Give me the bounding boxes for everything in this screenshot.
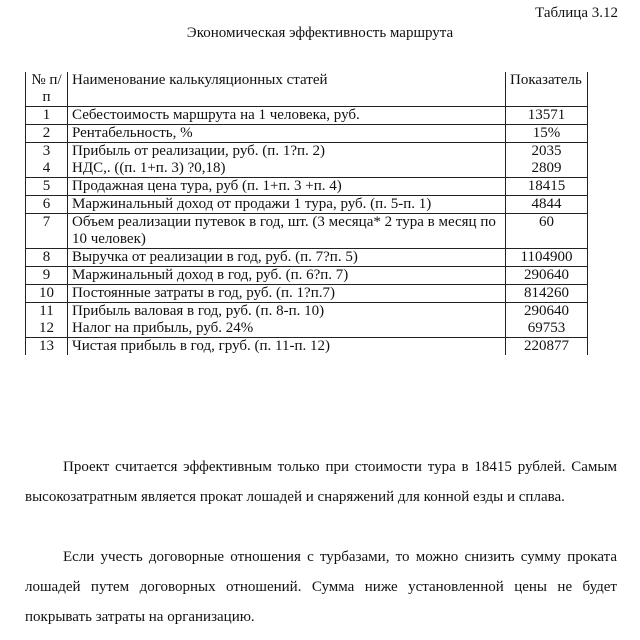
row-name: Чистая прибыль в год, груб. (п. 11-п. 12): [68, 338, 506, 356]
row-name: Объем реализации путевок в год, шт. (3 месяца* 2 тура в месяц по 10 человек): [68, 214, 506, 249]
row-name: Выручка от реализации в год, руб. (п. 7?п. 5): [68, 249, 506, 267]
table-title: Экономическая эффективность маршрута: [186, 25, 454, 41]
table-row: [26, 125, 588, 143]
row-num: 6: [26, 196, 68, 214]
economic-efficiency-table: [25, 72, 588, 355]
row-name: Маржинальный доход от продажи 1 тура, руб. (п. 5-п. 1): [68, 196, 506, 214]
row-value: 2035: [506, 143, 588, 161]
row-value: 290640: [506, 303, 588, 321]
row-name: Рентабельность, %: [68, 125, 506, 143]
row-num: 13: [26, 338, 68, 356]
row-num: 2: [26, 125, 68, 143]
table-row: [26, 143, 588, 161]
table-row: [26, 285, 588, 303]
table-row: [26, 214, 588, 249]
row-value: 60: [506, 214, 588, 249]
row-value: 1104900: [506, 249, 588, 267]
row-value: 13571: [506, 107, 588, 125]
row-num: 7: [26, 214, 68, 249]
table-row: [26, 249, 588, 267]
table-header-row: [26, 72, 588, 107]
table-row: [26, 178, 588, 196]
table-row: [26, 267, 588, 285]
table-row: [26, 303, 588, 321]
table-row: [26, 196, 588, 214]
row-value: 15%: [506, 125, 588, 143]
row-value: 69753: [506, 320, 588, 338]
row-value: 290640: [506, 267, 588, 285]
row-num: 1: [26, 107, 68, 125]
header-num: № п/п: [26, 72, 68, 107]
row-name: Налог на прибыль, руб. 24%: [68, 320, 506, 338]
row-num: 4: [26, 160, 68, 178]
header-value: Показатель: [506, 72, 588, 107]
row-value: 18415: [506, 178, 588, 196]
row-num: 9: [26, 267, 68, 285]
row-name: Себестоимость маршрута на 1 человека, руб.: [68, 107, 506, 125]
row-name: Постоянные затраты в год, руб. (п. 1?п.7): [68, 285, 506, 303]
paragraph-effectiveness: Проект считается эффективным только при стоимости тура в 18415 рублей. Самым высокозатратным является прокат лошадей и снаряжений для конной езды и сплава.: [25, 459, 617, 505]
row-value: 2809: [506, 160, 588, 178]
table-row: [26, 338, 588, 356]
row-value: 4844: [506, 196, 588, 214]
paragraph-contracts: Если учесть договорные отношения с турбазами, то можно снизить сумму проката лошадей путем договорных отношений. Сумма ниже установленной цены не будет покрывать затраты на организацию.: [25, 549, 617, 625]
table-number: Таблица 3.12: [535, 5, 618, 21]
row-name: Продажная цена тура, руб (п. 1+п. 3 +п. 4): [68, 178, 506, 196]
table-row: [26, 160, 588, 178]
header-name: Наименование калькуляционных статей: [68, 72, 506, 107]
row-name: Прибыль от реализации, руб. (п. 1?п. 2): [68, 143, 506, 161]
row-num: 12: [26, 320, 68, 338]
row-name: НДС,. ((п. 1+п. 3) ?0,18): [68, 160, 506, 178]
row-num: 5: [26, 178, 68, 196]
row-num: 3: [26, 143, 68, 161]
row-name: Прибыль валовая в год, руб. (п. 8-п. 10): [68, 303, 506, 321]
row-num: 8: [26, 249, 68, 267]
row-value: 814260: [506, 285, 588, 303]
row-num: 10: [26, 285, 68, 303]
row-value: 220877: [506, 338, 588, 356]
row-name: Маржинальный доход в год, руб. (п. 6?п. 7): [68, 267, 506, 285]
table-row: [26, 107, 588, 125]
row-num: 11: [26, 303, 68, 321]
table-row: [26, 320, 588, 338]
